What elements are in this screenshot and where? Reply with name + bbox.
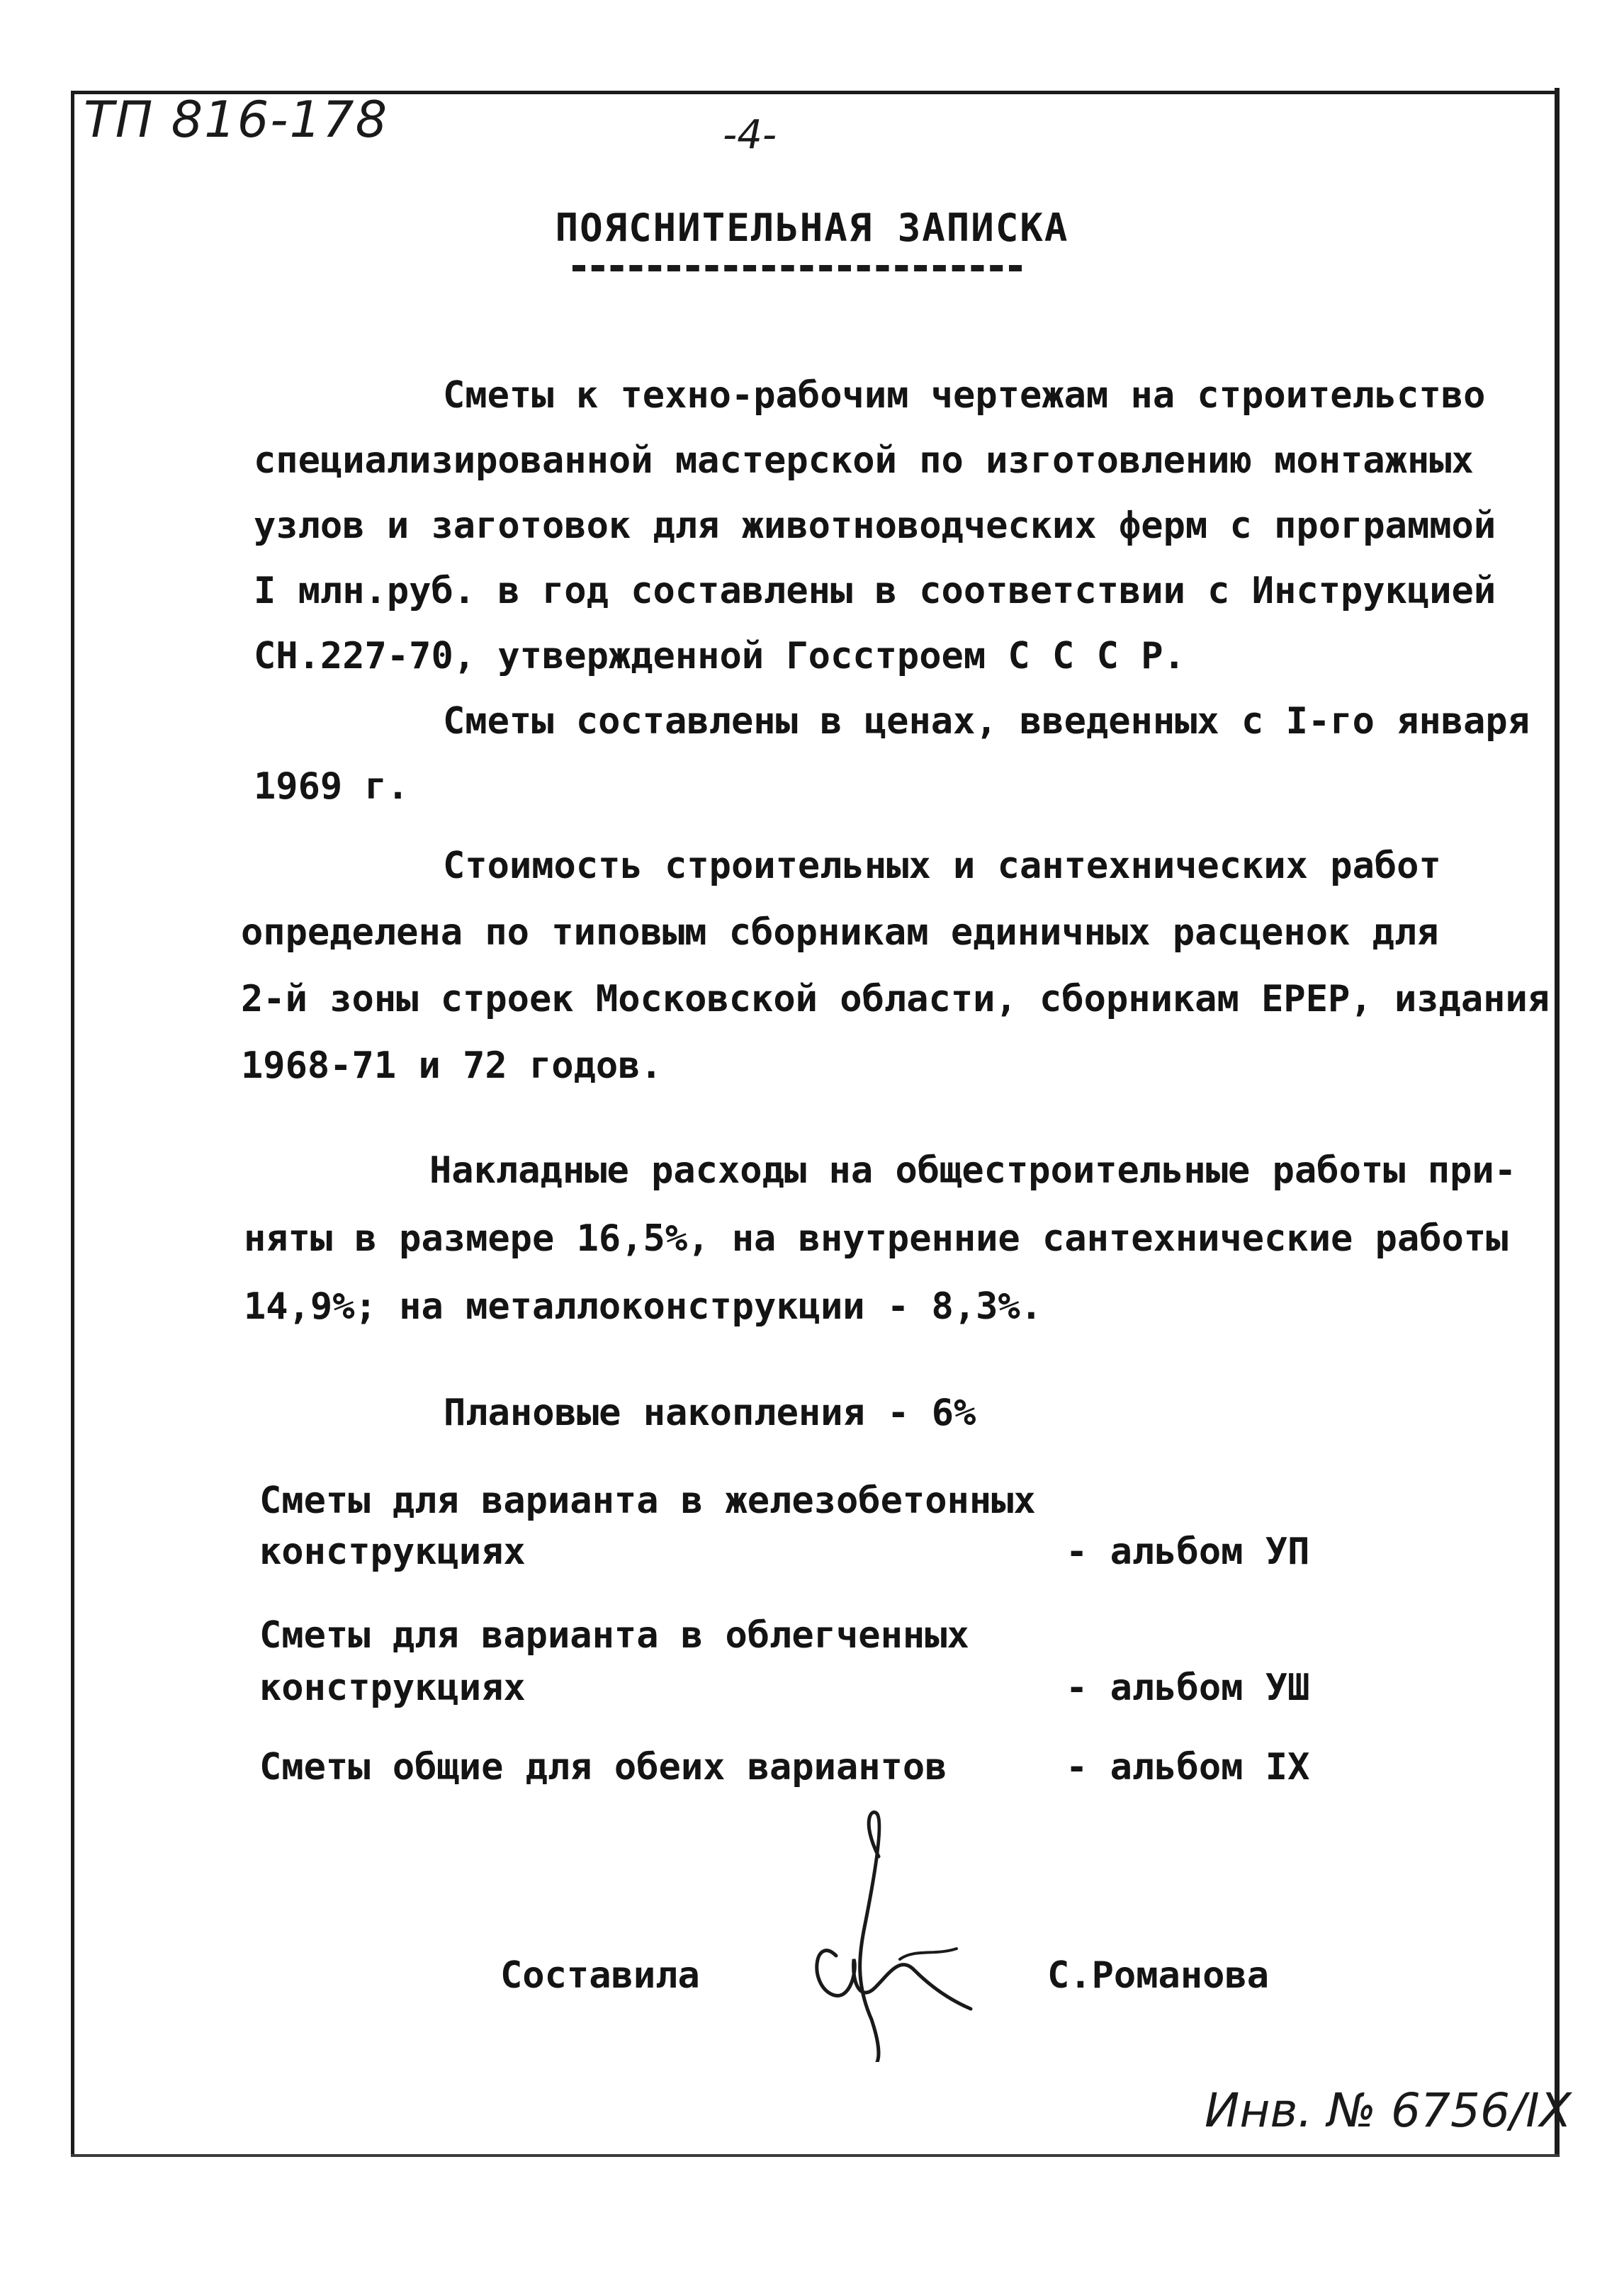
paragraph-line: Стоимость строительных и сантехнических работ — [443, 845, 1441, 887]
paragraph-line: Сметы составлены в ценах, введенных с I-го января — [443, 700, 1530, 743]
paragraph-line: I млн.руб. в год составлены в соответствии с Инструкцией — [254, 570, 1496, 612]
paragraph-line: Сметы к техно-рабочим чертежам на строительство — [443, 374, 1486, 417]
inventory-number: Инв. № 6756/IX — [1205, 2083, 1572, 2138]
paragraph-line: 1968-71 и 72 годов. — [241, 1044, 662, 1087]
frame-right-border — [1555, 88, 1560, 2157]
frame-left-border — [71, 91, 74, 2157]
album-description: Сметы для варианта в облегченных — [259, 1614, 969, 1657]
paragraph-line: 2-й зоны строек Московской области, сборникам ЕРЕР, издания — [241, 978, 1550, 1020]
document-code: ТП 816-178 — [84, 91, 389, 149]
album-description: Сметы для варианта в железобетонных — [259, 1480, 1036, 1522]
paragraph-line: специализированной мастерской по изготовлению монтажных — [254, 439, 1474, 482]
page-number: -4- — [723, 112, 777, 158]
album-description: конструкциях — [259, 1667, 526, 1709]
title-underline — [573, 265, 1022, 271]
album-reference: - альбом УШ — [1066, 1667, 1310, 1709]
paragraph-line: 1969 г. — [254, 765, 410, 808]
album-description: Сметы общие для обеих вариантов — [259, 1746, 947, 1788]
handwritten-signature — [794, 1807, 992, 2062]
album-description: конструкциях — [259, 1531, 526, 1573]
paragraph-line: 14,9%; на металлоконструкции - 8,3%. — [244, 1285, 1043, 1328]
album-reference: - альбом УП — [1066, 1531, 1310, 1573]
frame-bottom-border — [71, 2154, 1559, 2157]
paragraph-line: Плановые накопления - 6% — [444, 1392, 976, 1434]
paragraph-line: няты в размере 16,5%, на внутренние сантехнические работы — [244, 1217, 1509, 1260]
page-title: ПОЯСНИТЕЛЬНАЯ ЗАПИСКА — [555, 205, 1069, 250]
paragraph-line: определена по типовым сборникам единичных расценок для — [241, 911, 1439, 954]
album-reference: - альбом IX — [1066, 1746, 1310, 1788]
paragraph-line: СН.227-70, утвержденной Госстроем С С С Р. — [254, 635, 1185, 677]
paragraph-line: Накладные расходы на общестроительные работы при- — [429, 1149, 1517, 1192]
signature-label: Составила — [500, 1954, 700, 1997]
signatory-name: С.Романова — [1047, 1954, 1270, 1997]
paragraph-line: узлов и заготовок для животноводческих ферм с программой — [254, 505, 1496, 547]
